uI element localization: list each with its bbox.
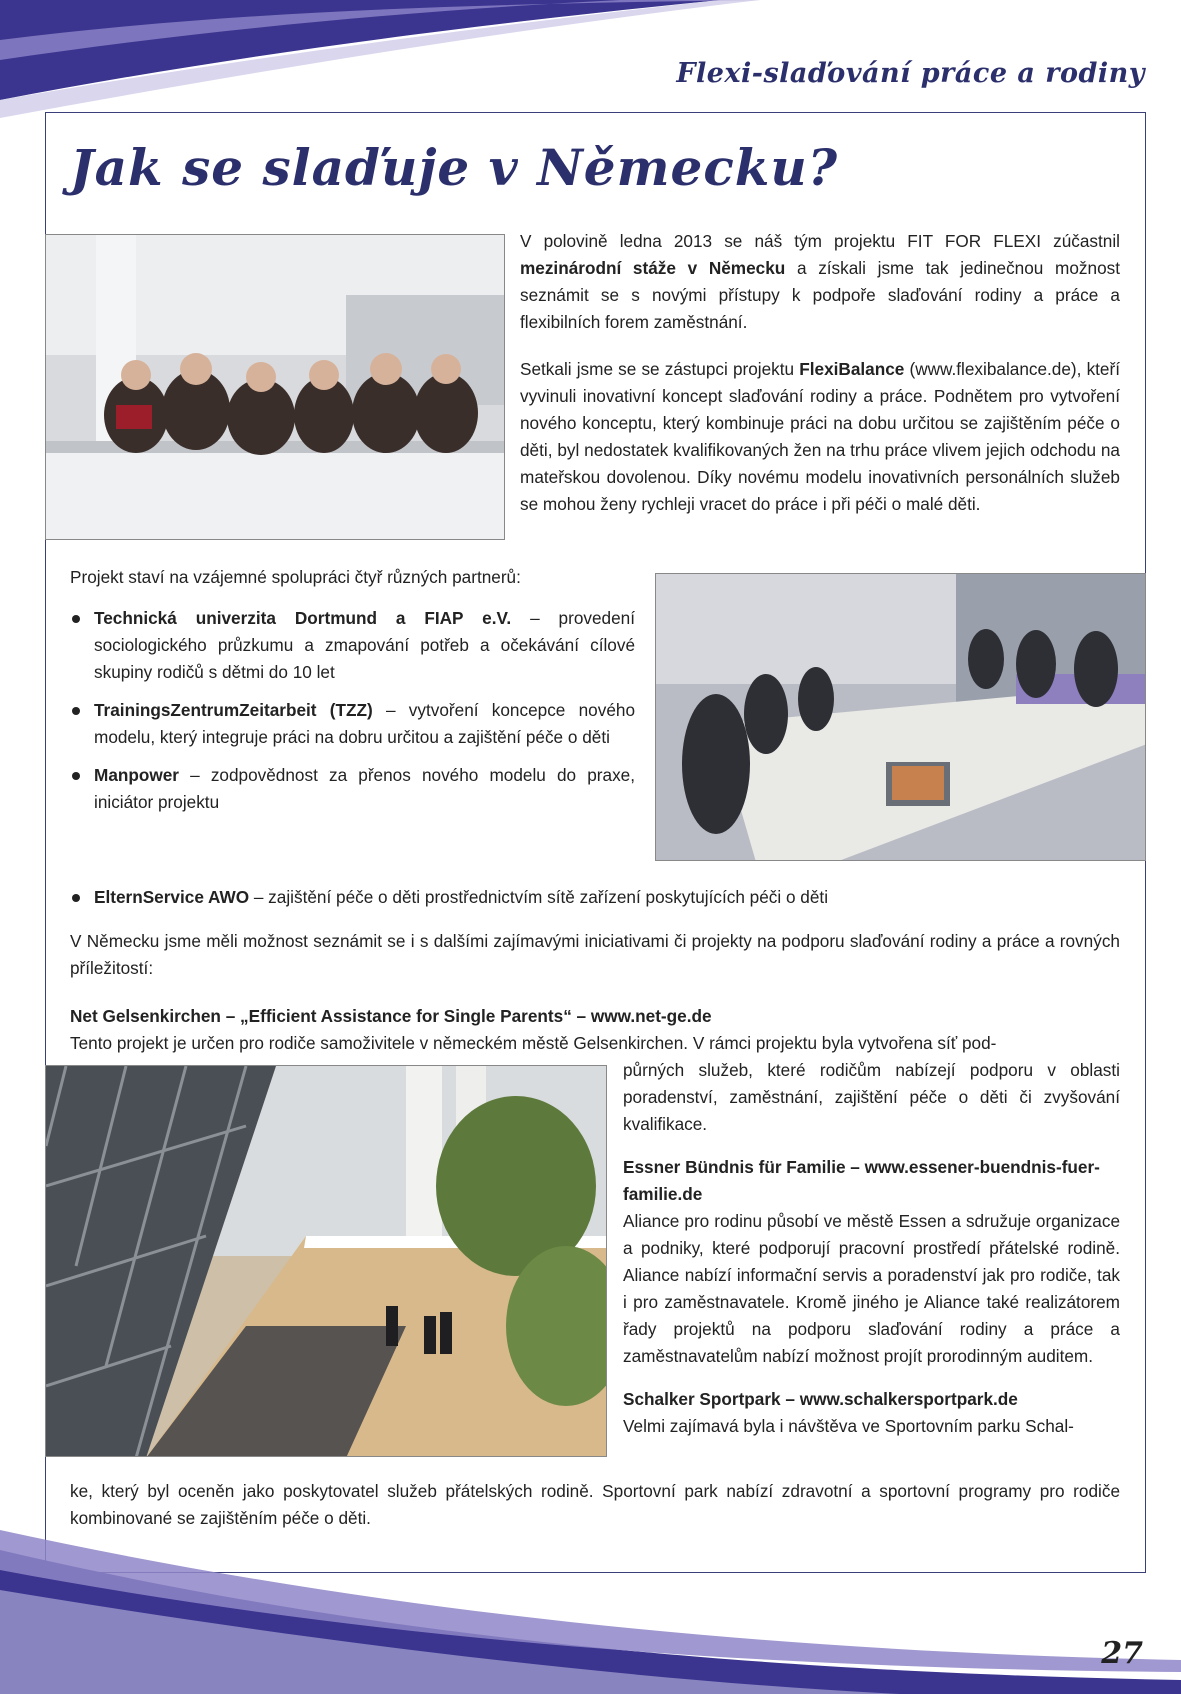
page-title: Jak se slaďuje v Německu? bbox=[70, 138, 839, 197]
initiatives-lead: V Německu jsme měli možnost seznámit se i s dalšími zajímavými iniciativami či projekty na podporu slaďování rodiny a práce a rovných příležitostí: bbox=[70, 931, 1120, 978]
net-heading: Net Gelsenkirchen – „Efficient Assistance for Single Parents“ – www.net-ge.de bbox=[70, 1006, 712, 1026]
partner-item: TrainingsZentrumZeitarbeit (TZZ) – vytvoření koncepce nového modelu, který integruje práci na dobru určitou a zajištění péče o děti bbox=[70, 697, 635, 751]
intro-paragraph-1: V polovině ledna 2013 se náš tým projektu FIT FOR FLEXI zúčastnil mezinárodní stáže v Německu a získali jsme tak jedinečnou možnost seznámit se s novými přístupy k podpoře slaďování rodiny a práce a flexibilních forem zaměstnání. bbox=[520, 231, 1120, 332]
partners-section bbox=[70, 564, 635, 827]
partners-list bbox=[70, 605, 635, 816]
intro-paragraph-2: Setkali jsme se se zástupci projektu FlexiBalance (www.flexibalance.de), kteří vyvinuli inovativní koncept slaďování rodiny a práce. Podnětem pro vytvoření nového konceptu, který kombinuje práci na dobu určitou se zajištěním péče o děti, byl nedostatek kvalifikovaných žen na trhu práce vlivem jejich odchodu na mateřskou dovolenou. Díky novému modelu inovativních personálních služeb se mohou ženy rychleji vracet do práce i při péči o malé děti. bbox=[520, 359, 1120, 514]
net-body-rest: půrných služeb, které rodičům nabízejí podporu v oblasti poradenství, zaměstnání, zajištění péče o děti či zvyšování kvalifikace. bbox=[623, 1060, 1120, 1134]
schalker-body-rest: ke, který byl oceněn jako poskytovatel služeb přátelských rodině. Sportovní park nabízí zdravotní a sportovní programy pro rodiče kombinované se zajištěním péče o děti. bbox=[70, 1481, 1120, 1528]
group-photo bbox=[45, 234, 505, 540]
right-column bbox=[623, 1057, 1120, 1440]
partner-item: ElternService AWO – zajištění péče o děti prostřednictvím sítě zařízení poskytujících péči o děti bbox=[70, 884, 1130, 911]
section-title: Flexi-slaďování práce a rodiny bbox=[676, 58, 1145, 89]
meeting-photo bbox=[655, 573, 1146, 861]
partners-last-item bbox=[70, 884, 1130, 922]
page-number: 27 bbox=[1101, 1636, 1143, 1671]
atrium-photo bbox=[45, 1065, 607, 1457]
essen-heading: Essner Bündnis für Familie – www.essener-buendnis-fuer-familie.de bbox=[623, 1157, 1100, 1204]
schalker-body-line1: Velmi zajímavá byla i návštěva ve Sportovním parku Schal- bbox=[623, 1416, 1074, 1436]
intro-text bbox=[520, 228, 1120, 518]
meeting-photo-image bbox=[656, 574, 1146, 861]
partners-lead: Projekt staví na vzájemné spolupráci čtyř různých partnerů: bbox=[70, 567, 521, 587]
essen-body: Aliance pro rodinu působí ve městě Essen a sdružuje organizace a podniky, které podporují pracovní prostředí přátelské rodině. Aliance nabízí informační servis a poradenství jak pro rodiče, tak i pro zaměstnavatele. Kromě jiného je Aliance také realizátorem řady projektů na podporu slaďování rodiny a práce a zaměstnavatelům nabízí možnost projít prorodinným auditem. bbox=[623, 1211, 1120, 1366]
partner-item: Technická univerzita Dortmund a FIAP e.V. – provedení sociologického průzkumu a zmapování potřeb a očekávání cílové skupiny rodičů s dětmi do 10 let bbox=[70, 605, 635, 686]
atrium-photo-image bbox=[46, 1066, 607, 1457]
bottom-swoosh-decoration bbox=[0, 1530, 1181, 1694]
partner-item: Manpower – zodpovědnost za přenos nového modelu do praxe, iniciátor projektu bbox=[70, 762, 635, 816]
schalker-heading: Schalker Sportpark – www.schalkersportpark.de bbox=[623, 1389, 1018, 1409]
group-photo-image bbox=[46, 235, 505, 540]
net-body-line1: Tento projekt je určen pro rodiče samoživitele v německém městě Gelsenkirchen. V rámci projektu byla vytvořena síť pod- bbox=[70, 1033, 997, 1053]
